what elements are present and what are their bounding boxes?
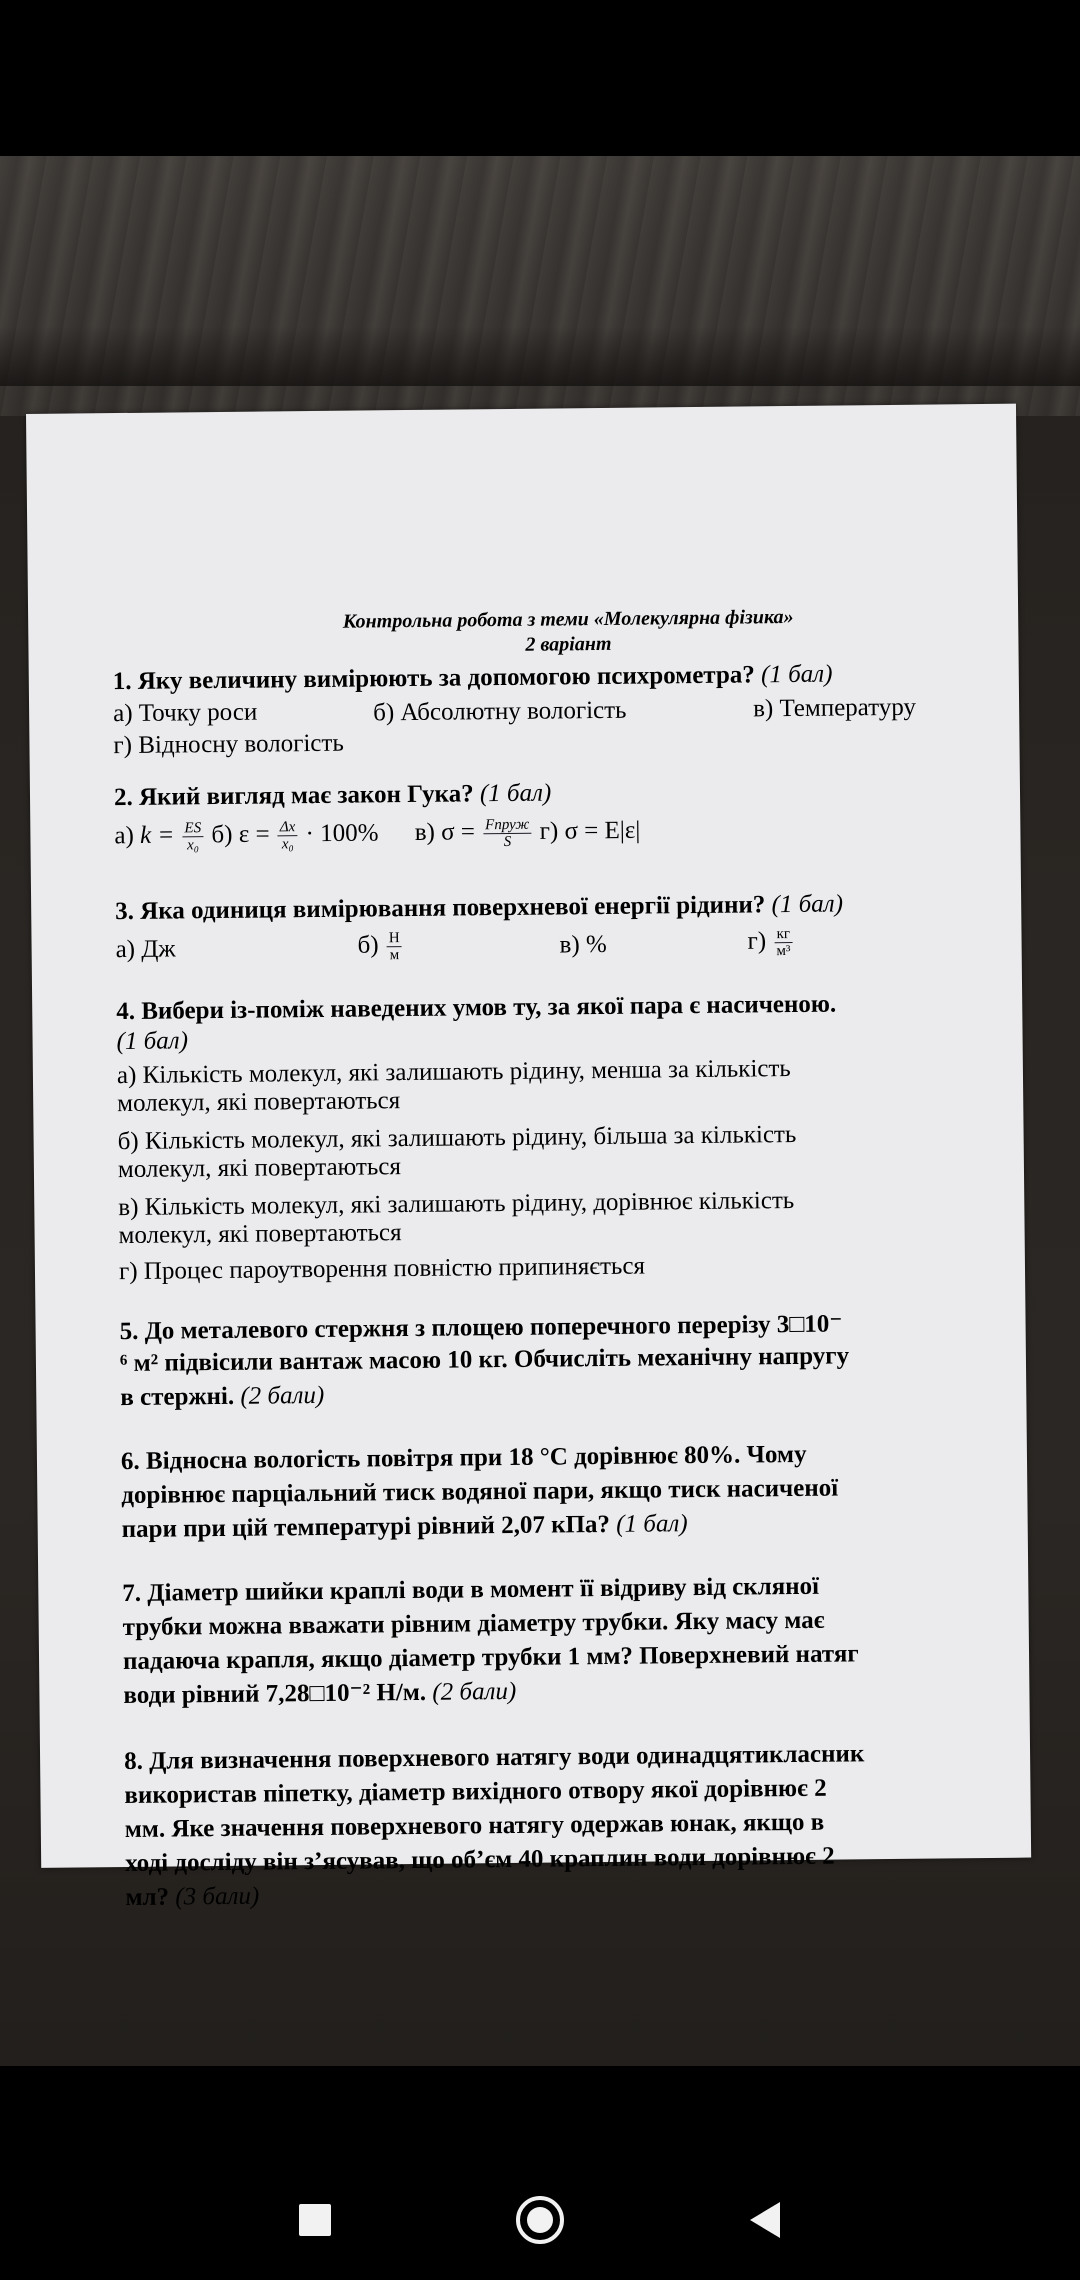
sheet-title: Контрольна робота з теми «Молекулярна фізика»	[342, 605, 794, 633]
question-6-line1: 6. Відносна вологість повітря при 18 °С дорівнює 80%. Чому	[120, 1440, 807, 1476]
question-4-text: 4. Вибери із-поміж наведених умов ту, за якої пара є насиченою.	[116, 990, 837, 1026]
question-5-points: (2 бали)	[240, 1381, 325, 1410]
question-8-line3: мм. Яке значення поверхневого натягу одержав юнак, якщо в	[124, 1808, 825, 1844]
option-b-fraction: $\frac{Н}{м}$	[387, 930, 402, 963]
question-3-option-c: в) %	[559, 930, 607, 959]
question-8-line1: 8. Для визначення поверхневого натягу води одинадцятикласник	[123, 1740, 865, 1776]
option-b-fraction: $\frac{\Delta x}{\text{x₀}}$	[278, 819, 298, 852]
question-4-points: (1 бал)	[116, 1027, 189, 1056]
question-6-line2: дорівнює парціальний тиск водяної пари, якщо тиск насиченої	[121, 1474, 839, 1510]
question-8-line4: ході досліду він з’ясував, що об’єм 40 краплин води дорівнює 2	[125, 1842, 835, 1878]
sheet-variant: 2 варіант	[525, 632, 612, 656]
option-d: г) σ = E|ε|	[539, 816, 641, 845]
question-4-option-a-line1: а) Кількість молекул, які залишають рідину, менша за кількість	[116, 1055, 791, 1090]
question-8-line2: використав піпетку, діаметр вихідного отвору якої дорівнює 2	[124, 1774, 827, 1810]
question-2-points: (1 бал)	[479, 779, 552, 808]
question-3-option-b: б) $\frac{Н}{м}$	[357, 930, 403, 963]
question-4-option-c-line2: молекул, які повертаються	[118, 1219, 402, 1250]
question-3-text: 3. Яка одиниця вимірювання поверхневої енергії рідини?	[115, 891, 766, 926]
question-5-line2: ⁶ м² підвісили вантаж масою 10 кг. Обчисліть механічну напругу	[119, 1342, 850, 1378]
back-button[interactable]	[735, 2190, 795, 2250]
option-b-lhs: б) ε =	[211, 820, 270, 849]
option-a-fraction: $\frac{ES}{\text{x₀}}$	[182, 820, 203, 853]
question-7-line3: падаюча крапля, якщо діаметр трубки 1 мм? Поверхневий натяг	[122, 1640, 859, 1676]
question-6-line3: пари при цій температурі рівний 2,07 кПа? (1 бал)	[121, 1510, 688, 1544]
question-8-line5: мл? (3 бали)	[125, 1882, 260, 1912]
question-5-line3: в стержні. (2 бали)	[120, 1381, 325, 1412]
circle-icon	[514, 2194, 566, 2246]
recents-button[interactable]	[285, 2190, 345, 2250]
question-1-points: (1 бал)	[760, 660, 833, 689]
question-1-option-d: г) Відносну вологість	[113, 729, 344, 760]
question-4-option-a-line2: молекул, які повертаються	[117, 1087, 401, 1118]
question-2-options	[114, 816, 640, 855]
triangle-icon	[748, 2202, 782, 2238]
home-button[interactable]	[510, 2190, 570, 2250]
square-icon	[299, 2204, 331, 2236]
question-1-option-c: в) Температуру	[752, 693, 917, 723]
question-1-option-b: б) Абсолютну вологість	[373, 696, 627, 727]
question-5-line1: 5. До металевого стержня з площею поперечного перерізу 3□10⁻	[119, 1310, 843, 1346]
photo-background	[0, 156, 1080, 2066]
table-edge	[0, 326, 1080, 386]
option-a-label: а)	[114, 822, 134, 850]
option-c-lhs: в) σ =	[414, 818, 476, 847]
option-b-post: · 100%	[305, 819, 379, 848]
question-4-option-d: г) Процес пароутворення повністю припиняється	[118, 1252, 646, 1286]
android-navigation-bar	[0, 2160, 1080, 2280]
question-3-option-a: а) Дж	[115, 935, 176, 964]
question-8-points: (3 бали)	[175, 1882, 260, 1911]
question-7-line1: 7. Діаметр шийки краплі води в момент її відриву від скляної	[122, 1572, 820, 1608]
question-7-line2: трубки можна вважати рівним діаметру трубки. Яку масу має	[122, 1606, 825, 1642]
question-4-option-c-line1: в) Кількість молекул, які залишають рідину, дорівнює кількість	[118, 1186, 795, 1222]
question-1-option-a: а) Точку роси	[113, 698, 258, 728]
question-4-option-b-line2: молекул, які повертаються	[117, 1153, 402, 1184]
question-4-option-b-line1: б) Кількість молекул, які залишають рідину, більша за кількість	[117, 1120, 797, 1156]
question-3	[115, 889, 843, 927]
option-d-fraction: $\frac{кг}{\text{м³}}$	[774, 926, 792, 959]
question-2	[114, 779, 552, 814]
exam-sheet	[26, 404, 1031, 1912]
question-1-number: 1. Яку величину вимірюють за допомогою психрометра?	[112, 661, 755, 696]
question-3-points: (1 бал)	[771, 890, 844, 919]
question-3-option-d: г) $\frac{кг}{\text{м³}}$	[747, 926, 791, 960]
question-6-points: (1 бал)	[616, 1510, 688, 1538]
option-c-fraction: $\frac{\text{Fпруж}}{S}$	[483, 817, 532, 851]
question-7-line4: води рівний 7,28□10⁻² Н/м. (2 бали)	[123, 1677, 517, 1710]
question-7-points: (2 бали)	[432, 1677, 517, 1706]
option-a-lhs: k =	[139, 821, 175, 850]
question-2-text: 2. Який вигляд має закон Гука?	[113, 780, 474, 812]
question-1	[113, 660, 833, 698]
